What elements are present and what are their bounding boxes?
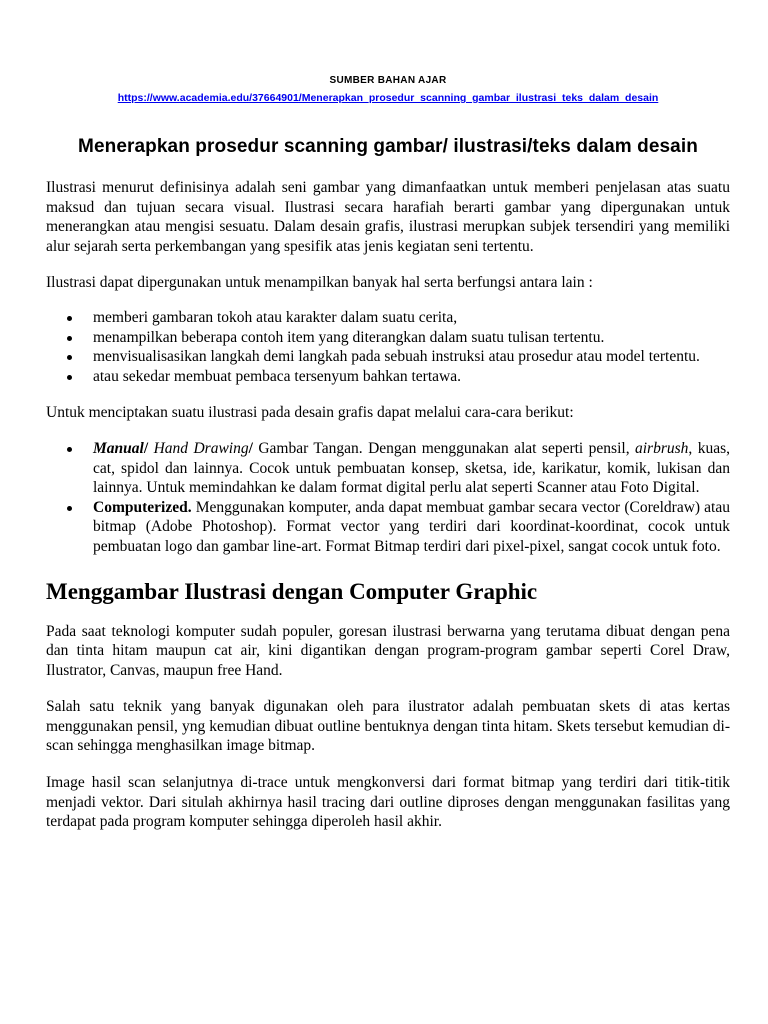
source-link[interactable]: https://www.academia.edu/37664901/Menerapkan_prosedur_scanning_gambar_ilustrasi_teks_dalam_desain bbox=[117, 92, 659, 104]
methods-intro: Untuk menciptakan suatu ilustrasi pada desain grafis dapat melalui cara-cara berikut: bbox=[46, 404, 574, 422]
functions-list bbox=[46, 308, 730, 386]
list-item-text: atau sekedar membuat pembaca tersenyum bahkan tertawa. bbox=[93, 367, 461, 385]
method-computerized bbox=[46, 498, 730, 557]
separator: / bbox=[248, 439, 259, 457]
functions-intro: Ilustrasi dapat dipergunakan untuk menampilkan banyak hal serta berfungsi antara lain : bbox=[46, 274, 593, 292]
section-title: Menggambar Ilustrasi dengan Computer Graphic bbox=[46, 578, 538, 604]
methods-list bbox=[46, 439, 730, 557]
computerized-text: Menggunakan komputer, anda dapat membuat gambar secara vector (Coreldraw) atau bitmap (Adobe Photoshop). Format vector yang terdiri dari koordinat-koordinat, cocok untuk pembuatan logo dan gambar line-art. Format Bitmap terdiri dari pixel-pixel, sangat cocok untuk foto. bbox=[93, 498, 730, 555]
page-title: Menerapkan prosedur scanning gambar/ ilustrasi/teks dalam desain bbox=[78, 136, 698, 157]
source-block bbox=[46, 74, 730, 106]
bullet-icon bbox=[67, 447, 72, 452]
list-item-text: memberi gambaran tokoh atau karakter dalam suatu cerita, bbox=[93, 308, 458, 326]
list-item bbox=[46, 367, 730, 387]
separator: / bbox=[143, 439, 154, 457]
list-item-text: menvisualisasikan langkah demi langkah pada sebuah instruksi atau prosedur atau model tertentu. bbox=[93, 348, 700, 366]
term-manual: Manual bbox=[93, 439, 144, 457]
list-item bbox=[46, 308, 730, 328]
list-item-text: menampilkan beberapa contoh item yang diterangkan dalam suatu tulisan tertentu. bbox=[93, 328, 605, 346]
section-paragraph: Salah satu teknik yang banyak digunakan oleh para ilustrator adalah pembuatan skets di atas kertas menggunakan pensil, yng kemudian dibuat outline bentuknya dengan tinta hitam. Skets tersebut kemudian di-scan sehingga menghasilkan image bitmap. bbox=[46, 698, 730, 755]
source-label: SUMBER BAHAN AJAR bbox=[329, 75, 447, 86]
term-computerized: Computerized. bbox=[93, 498, 192, 516]
method-manual bbox=[46, 439, 730, 498]
term-hand-drawing: Hand Drawing bbox=[153, 439, 249, 457]
section-paragraph: Pada saat teknologi komputer sudah populer, goresan ilustrasi berwarna yang terutama dibuat dengan pena dan tinta hitam maupun cat air, kini digantikan dengan program-program gambar seperti Corel Draw, Ilustrator, Canvas, maupun free Hand. bbox=[46, 622, 730, 679]
bullet-icon bbox=[67, 316, 72, 321]
manual-text-a: Gambar Tangan. Dengan menggunakan alat seperti pensil, bbox=[258, 439, 635, 457]
intro-paragraph: Ilustrasi menurut definisinya adalah seni gambar yang dimanfaatkan untuk memberi penjelasan atas suatu maksud dan tujuan secara visual. Ilustrasi secara harafiah berarti gambar yang dipergunakan untuk menerangkan atau mengisi sesuatu. Dalam desain grafis, ilustrasi merupkan subjek tersendiri yang memiliki alur sejarah serta perkembangan yang spesifik atas jenis kegiatan seni tertentu. bbox=[46, 179, 730, 255]
bullet-icon bbox=[67, 506, 72, 511]
section-paragraph: Image hasil scan selanjutnya di-trace untuk mengkonversi dari format bitmap yang terdiri dari titik-titik menjadi vektor. Dari situlah akhirnya hasil tracing dari outline diproses dengan menggunakan fasilitas yang terdapat pada program komputer sehingga diperoleh hasil akhir. bbox=[46, 774, 730, 831]
manual-text-b: , kuas, cat, spidol dan lainnya. Cocok untuk pembuatan konsep, sketsa, ide, karikatur, komik, lukisan dan lainnya. Untuk memindahkan ke dalam format digital perlu alat seperti Scanner atau Foto Digital. bbox=[93, 439, 730, 497]
list-item bbox=[46, 347, 730, 367]
bullet-icon bbox=[67, 336, 72, 341]
list-item bbox=[46, 328, 730, 348]
bullet-icon bbox=[67, 375, 72, 380]
term-airbrush: airbrush bbox=[635, 439, 689, 457]
bullet-icon bbox=[67, 355, 72, 360]
